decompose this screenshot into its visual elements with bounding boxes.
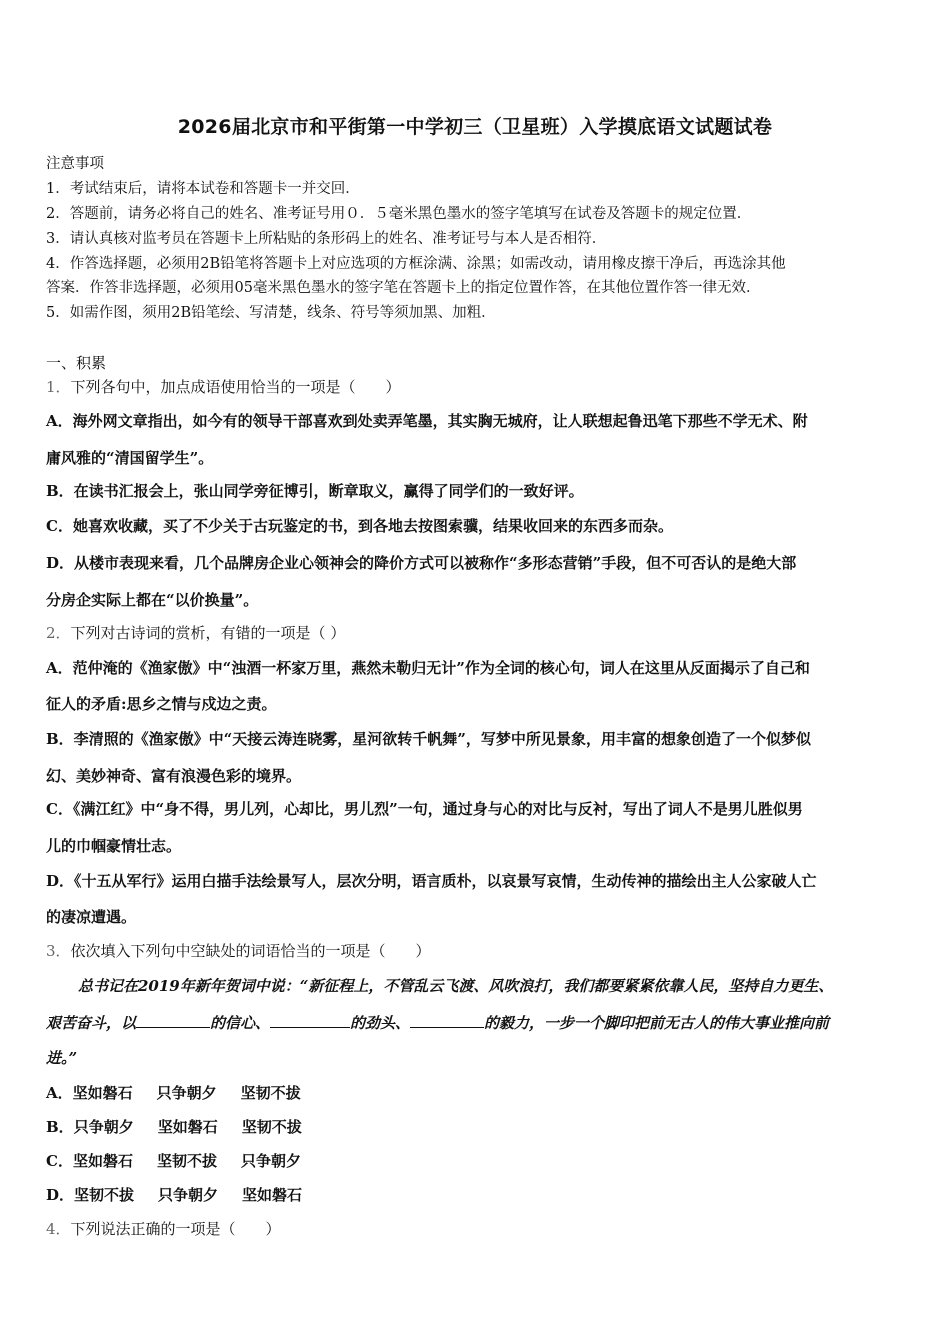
notice-item-4-cont: 答案．作答非选择题，必须用05毫米黑色墨水的签字笔在答题卡上的指定位置作答，在其他位置作答一律无效． [46,280,761,296]
fill-blank-2 [270,1013,350,1028]
q1-option-c: C．她喜欢收藏，买了不少关于古玩鉴定的书，到各地去按图索骥，结果收回来的东西多而杂。 [46,517,673,535]
passage-text: 艰苦奋斗，以 [46,1014,137,1032]
passage-text: 的劲头、 [350,1014,411,1032]
question-4-stem [46,1218,281,1239]
notice-item-4: 4．作答选择题，必须用2B铅笔将答题卡上对应选项的方框涂满、涂黑；如需改动，请用橡皮擦干净后，再选涂其他 [46,256,786,272]
question-3-stem [46,940,431,961]
q2-option-d-cont: 的凄凉遭遇。 [46,908,137,926]
option-word: 只争朝夕 [73,1118,134,1136]
question-text: 下列各句中，加点成语使用恰当的一项是（ ） [70,378,401,396]
q3-passage-line-1: 总书记在2019年新年贺词中说：“新征程上，不管乱云飞渡、风吹浪打，我们都要紧紧依靠人民，坚持自力更生、 [78,977,834,995]
option-word: 坚韧不拔 [241,1118,302,1136]
question-2-stem [46,622,345,643]
option-word: 坚如磐石 [72,1084,133,1102]
q2-option-b-cont: 幻、美妙神奇、富有浪漫色彩的境界。 [46,767,302,785]
question-text: 依次填入下列句中空缺处的词语恰当的一项是（ ） [70,942,431,960]
q3-option-c [46,1150,301,1171]
question-text: 下列说法正确的一项是（ ） [70,1220,281,1238]
option-word: 坚韧不拔 [240,1084,301,1102]
section-heading: 一、积累 [46,354,107,372]
passage-text: 的毅力，一步一个脚印把前无古人的伟大事业推向前 [484,1014,830,1032]
fill-blank-3 [410,1013,484,1028]
q1-option-a-cont: 庸风雅的“清国留学生”。 [46,449,214,467]
q2-option-c: C．《满江红》中“身不得，男儿列，心却比，男儿烈”一句，通过身与心的对比与反衬，写出了词人不是男儿胜似男 [46,800,803,818]
passage-text: 的信心、 [210,1014,271,1032]
q3-option-d [46,1184,302,1205]
q2-option-a: A．范仲淹的《渔家傲》中“浊酒一杯家万里，燕然未勒归无计”作为全词的核心句，词人在这里从反面揭示了自己和 [46,659,810,677]
q1-option-a: A．海外网文章指出，如今有的领导干部喜欢到处卖弄笔墨，其实胸无城府，让人联想起鲁迅笔下那些不学无术、附 [46,412,808,430]
option-label: A． [46,1084,73,1102]
option-word: 坚如磐石 [242,1186,303,1204]
question-text: 下列对古诗词的赏析，有错的一项是（ ） [70,624,346,642]
q2-option-b: B．李清照的《渔家傲》中“天接云涛连晓雾，星河欲转千帆舞”，写梦中所见景象，用丰富的想象创造了一个似梦似 [46,730,811,748]
q1-option-d: D．从楼市表现来看，几个品牌房企业心领神会的降价方式可以被称作“多形态营销”手段，但不可否认的是绝大部 [46,554,797,572]
q3-passage-line-3: 进。” [46,1049,78,1067]
option-word: 坚韧不拔 [156,1152,217,1170]
question-number: 2． [46,624,71,642]
q2-option-a-cont: 征人的矛盾:思乡之情与戍边之责。 [46,695,277,713]
option-label: C． [46,1152,73,1170]
notice-item-5: 5．如需作图，须用2B铅笔绘、写清楚，线条、符号等须加黑、加粗． [46,305,496,321]
question-number: 1． [46,378,71,396]
option-word: 坚如磐石 [157,1118,218,1136]
q3-option-a [46,1082,301,1103]
notice-item-2: 2．答题前，请务必将自己的姓名、准考证号用０．５毫米黑色墨水的签字笔填写在试卷及答题卡的规定位置． [46,206,752,222]
q2-option-d: D．《十五从军行》运用白描手法绘景写人，层次分明，语言质朴，以哀景写哀情，生动传神的描绘出主人公家破人亡 [46,872,817,890]
option-word: 只争朝夕 [158,1186,219,1204]
option-word: 只争朝夕 [240,1152,301,1170]
question-number: 3． [46,942,71,960]
notice-item-1: 1．考试结束后，请将本试卷和答题卡一并交回． [46,181,360,197]
option-word: 坚韧不拔 [74,1186,135,1204]
option-label: B． [46,1118,74,1136]
q1-option-d-cont: 分房企实际上都在“以价换量”。 [46,591,259,609]
q2-option-c-cont: 儿的巾帼豪情壮志。 [46,837,182,855]
option-label: D． [46,1186,75,1204]
question-number: 4． [46,1220,71,1238]
notice-heading: 注意事项 [46,156,104,172]
question-1-stem [46,376,401,397]
q1-option-b: B．在读书汇报会上，张山同学旁征博引，断章取义，赢得了同学们的一致好评。 [46,482,584,500]
notice-item-3: 3．请认真核对监考员在答题卡上所粘贴的条形码上的姓名、准考证号与本人是否相符． [46,231,607,247]
option-word: 只争朝夕 [156,1084,217,1102]
q3-passage-line-2 [46,1012,829,1033]
option-word: 坚如磐石 [72,1152,133,1170]
q3-option-b [46,1116,302,1137]
fill-blank-1 [136,1013,210,1028]
page-title: 2026届北京市和平街第一中学初三（卫星班）入学摸底语文试题试卷 [177,116,773,138]
